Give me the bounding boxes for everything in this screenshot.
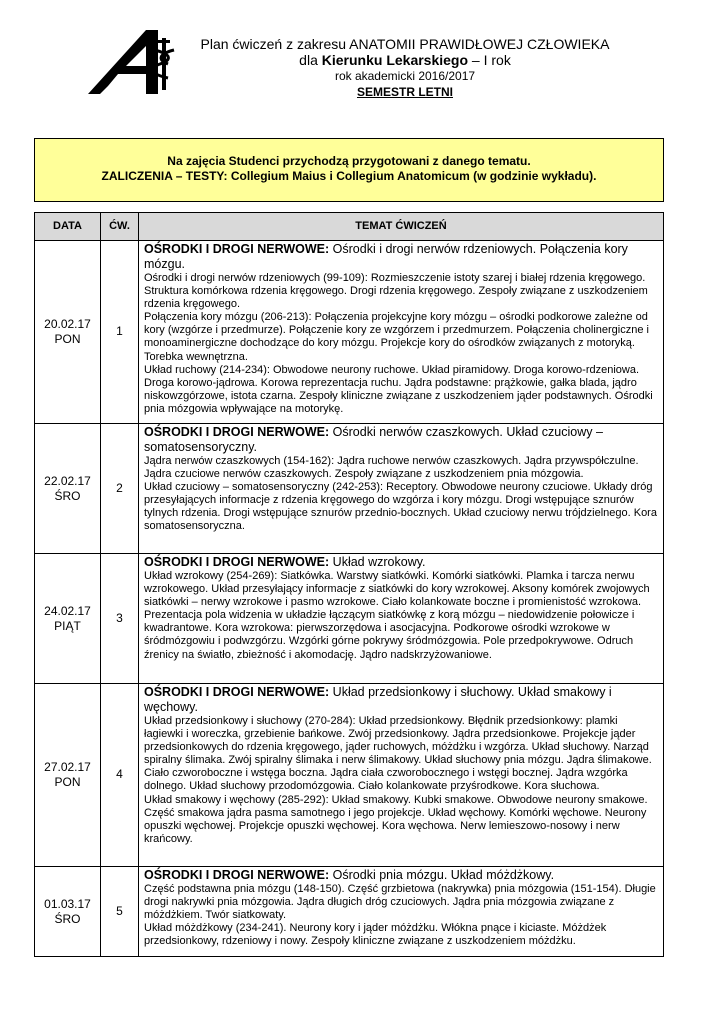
notice-box [34,138,664,202]
semester-label: SEMESTR LETNI [356,85,453,99]
row-headline [144,868,659,883]
table-row [35,424,664,554]
row-headline [144,425,659,455]
faculty-name: Kierunku Lekarskiego [321,52,469,68]
row-topic-cell [139,684,664,867]
table-row [35,241,664,424]
row-headline [144,242,659,272]
row-date: 01.03.17 [44,896,91,911]
header-topic: TEMAT ĆWICZEŃ [139,213,664,241]
row-heading: OŚRODKI I DROGI NERWOWE: [144,555,330,569]
table-row [35,867,664,957]
academic-year: rok akademicki 2016/2017 [334,69,476,83]
university-logo [88,30,180,94]
row-headline [144,555,659,570]
row-subject: Ośrodki pnia mózgu. Układ móżdżkowy. [332,868,555,882]
row-number: 1 [101,241,139,424]
row-number: 4 [101,684,139,867]
row-date-cell [35,241,101,424]
row-paragraph: Układ przedsionkowy i słuchowy (270-284): Układ przedsionkowy. Błędnik przedsionkowy: plamki łagiewki i woreczka, grzebienie bańkowe. Zwój przedsionkowy. Jądra przedsionkowe. Projekcje jąder przedsionkowych do rdzenia kręgowego, jąder ruchowych, móżdżku i wzgórza. Układ słuchowy. Narząd spiralny ślimaka. Zwój spiralny ślimaka i nerw ślimakowy. Układ słuchowy pnia mózgu. Jądra ślimakowe. Ciało czworoboczne i wstęga boczna. Jądra ciała czworobocznego i wstęgi bocznej. Jądra wzgórka dolnego. Układ słuchowy przodomózgowia. Ciało kolankowate przyśrodkowe. Kora słuchowa. [144,715,652,793]
row-subject: Układ wzrokowy. [332,555,426,569]
row-paragraph: Część podstawna pnia mózgu (148-150). Część grzbietowa (nakrywka) pnia mózgowia (151-154). Długie drogi nakrywki pnia mózgowia. Jądra długich dróg czuciowych. Jądra pnia mózgowia związane z móżdżkiem. Twór siatkowaty. [144,883,656,922]
row-paragraph: Jądra nerwów czaszkowych (154-162): Jądra ruchowe nerwów czaszkowych. Jądra przywspółczulne. Jądra czuciowe nerwów czaszkowych. Zespoły związane z uszkodzeniem pnia mózgowia. [144,455,639,481]
row-date: 27.02.17 [44,760,91,774]
row-heading: OŚRODKI I DROGI NERWOWE: [144,425,330,439]
row-topic-cell [139,241,664,424]
row-topic-cell [139,424,664,554]
faculty-line [190,52,620,68]
for-prefix: dla [299,52,318,68]
row-topic-cell [139,867,664,957]
row-date-cell [35,867,101,957]
row-paragraph: Układ móżdżkowy (234-241). Neurony kory i jąder móżdżku. Włókna pnące i kiciaste. Móżdżek przedsionkowy, rdzeniowy i nowy. Zespoły kliniczne związane z uszkodzeniem móżdżku. [144,922,607,948]
row-topic-cell [139,554,664,684]
row-heading: OŚRODKI I DROGI NERWOWE: [144,242,330,256]
row-paragraph: Układ ruchowy (214-234): Obwodowe neurony ruchowe. Układ piramidowy. Droga korowo-rdzeniowa. Droga korowo-jądrowa. Korowa reprezentacja ruchu. Jądra podstawne: prążkowie, gałka blada, jądro niskowzgórzowe, istota czarna. Zespoły kliniczne związane z uszkodzeniem jąder podstawnych. Ośrodki pnia mózgowia wpływające na motorykę. [144,363,653,415]
row-day: PON [54,775,81,789]
row-day: ŚRO [54,911,81,926]
row-headline [144,685,659,715]
row-heading: OŚRODKI I DROGI NERWOWE: [144,868,330,882]
row-paragraph: Ośrodki i drogi nerwów rdzeniowych (99-109): Rozmieszczenie istoty szarej i białej rdzenia kręgowego. Struktura komórkowa rdzenia kręgowego. Drogi rdzenia kręgowego. Zespoły związane z uszkodzeniem rdzenia kręgowego. [144,272,648,311]
row-number: 3 [101,554,139,684]
row-date: 20.02.17 [44,317,91,331]
row-date-cell [35,554,101,684]
row-paragraph: Połączenia kory mózgu (206-213): Połączenia projekcyjne kory mózgu – ośrodki podkorowe zależne od kory (wzgórze i przedmurze). Połączenie kory ze wzgórzem i przedmurzem. Połączenia cholinergiczne i monoaminergiczne dochodzące do kory mózgu. Projekcje kory do ośrodków związanych z motoryką. Torebka wewnętrzna. [144,311,649,363]
year-of-study: – I rok [471,52,511,68]
row-date: 24.02.17 [44,603,91,618]
row-day: PON [54,332,81,346]
logo-a-caduceus-icon [88,30,180,94]
row-paragraph: Układ smakowy i węchowy (285-292): Układ smakowy. Kubki smakowe. Obwodowe neurony smakowe. Część smakowa jądra pasma samotnego i jego projekcje. Układ węchowy. Komórki węchowe. Neurony opuszki węchowej. Projekcje opuszki węchowej. Kora węchowa. Nerw lemieszowo-nosowy i nerw krańcowy. [144,793,648,845]
table-row [35,684,664,867]
schedule-table [34,212,664,957]
header-date: DATA [35,213,101,241]
row-number: 5 [101,867,139,957]
row-paragraph: Układ czuciowy – somatosensoryczny (242-253): Receptory. Obwodowe neurony czuciowe. Układy dróg przesyłających informacje z rdzenia kręgowego do wzgórza i kory mózgu. Drogi wstępujące sznurów tylnych rdzenia. Drogi wstępujące sznurów przednio-bocznych. Układ czuciowy nerwu trójdzielnego. Kora somatosensoryczna. [144,481,657,533]
plan-title: Plan ćwiczeń z zakresu ANATOMII PRAWIDŁOWEJ CZŁOWIEKA [200,36,610,52]
row-subject: Układ przedsionkowy i słuchowy. Układ smakowy i węchowy. [144,685,612,714]
row-date: 22.02.17 [44,473,91,488]
row-date-cell [35,684,101,867]
page-header [190,36,620,100]
row-subject: Ośrodki i drogi nerwów rdzeniowych. Połączenia kory mózgu. [144,242,628,271]
row-number: 2 [101,424,139,554]
row-day: ŚRO [54,488,81,503]
table-header-row [35,213,664,241]
row-paragraph: Układ wzrokowy (254-269): Siatkówka. Warstwy siatkówki. Komórki siatkówki. Plamka i tarcza nerwu wzrokowego. Układ przesyłający informacje z siatkówki do kory wzrokowej. Aksony komórek zwojowych siatkówki – nerwy wzrokowe i pasmo wzrokowe. Ciało kolankowate boczne i promienistość wzrokowa. Prezentacja pola widzenia w układzie łączącym siatkówkę z korą mózgu – niedowidzenie połowicze i kwadrantowe. Kora wzrokowa: pierwszorzędowa i asocjacyjna. Podkorowe ośrodki wzrokowe w śródmózgowiu i podwzgórzu. Wzgórki górne pokrywy śródmózgowia. Pole przedpokrywowe. Odruch źrenicy na światło, zbieżność i akomodację. Jądro nadskrzyżowaniowe. [144,570,650,661]
notice-line-2: ZALICZENIA – TESTY: Collegium Maius i Collegium Anatomicum (w godzinie wykładu). [101,169,597,183]
row-day: PIĄT [54,618,81,633]
row-heading: OŚRODKI I DROGI NERWOWE: [144,685,330,699]
notice-line-1: Na zajęcia Studenci przychodzą przygotowani z danego tematu. [167,154,531,168]
table-row [35,554,664,684]
row-date-cell [35,424,101,554]
row-subject: Ośrodki nerwów czaszkowych. Układ czuciowy – somatosensoryczny. [144,425,603,454]
header-number: ĆW. [101,213,139,241]
